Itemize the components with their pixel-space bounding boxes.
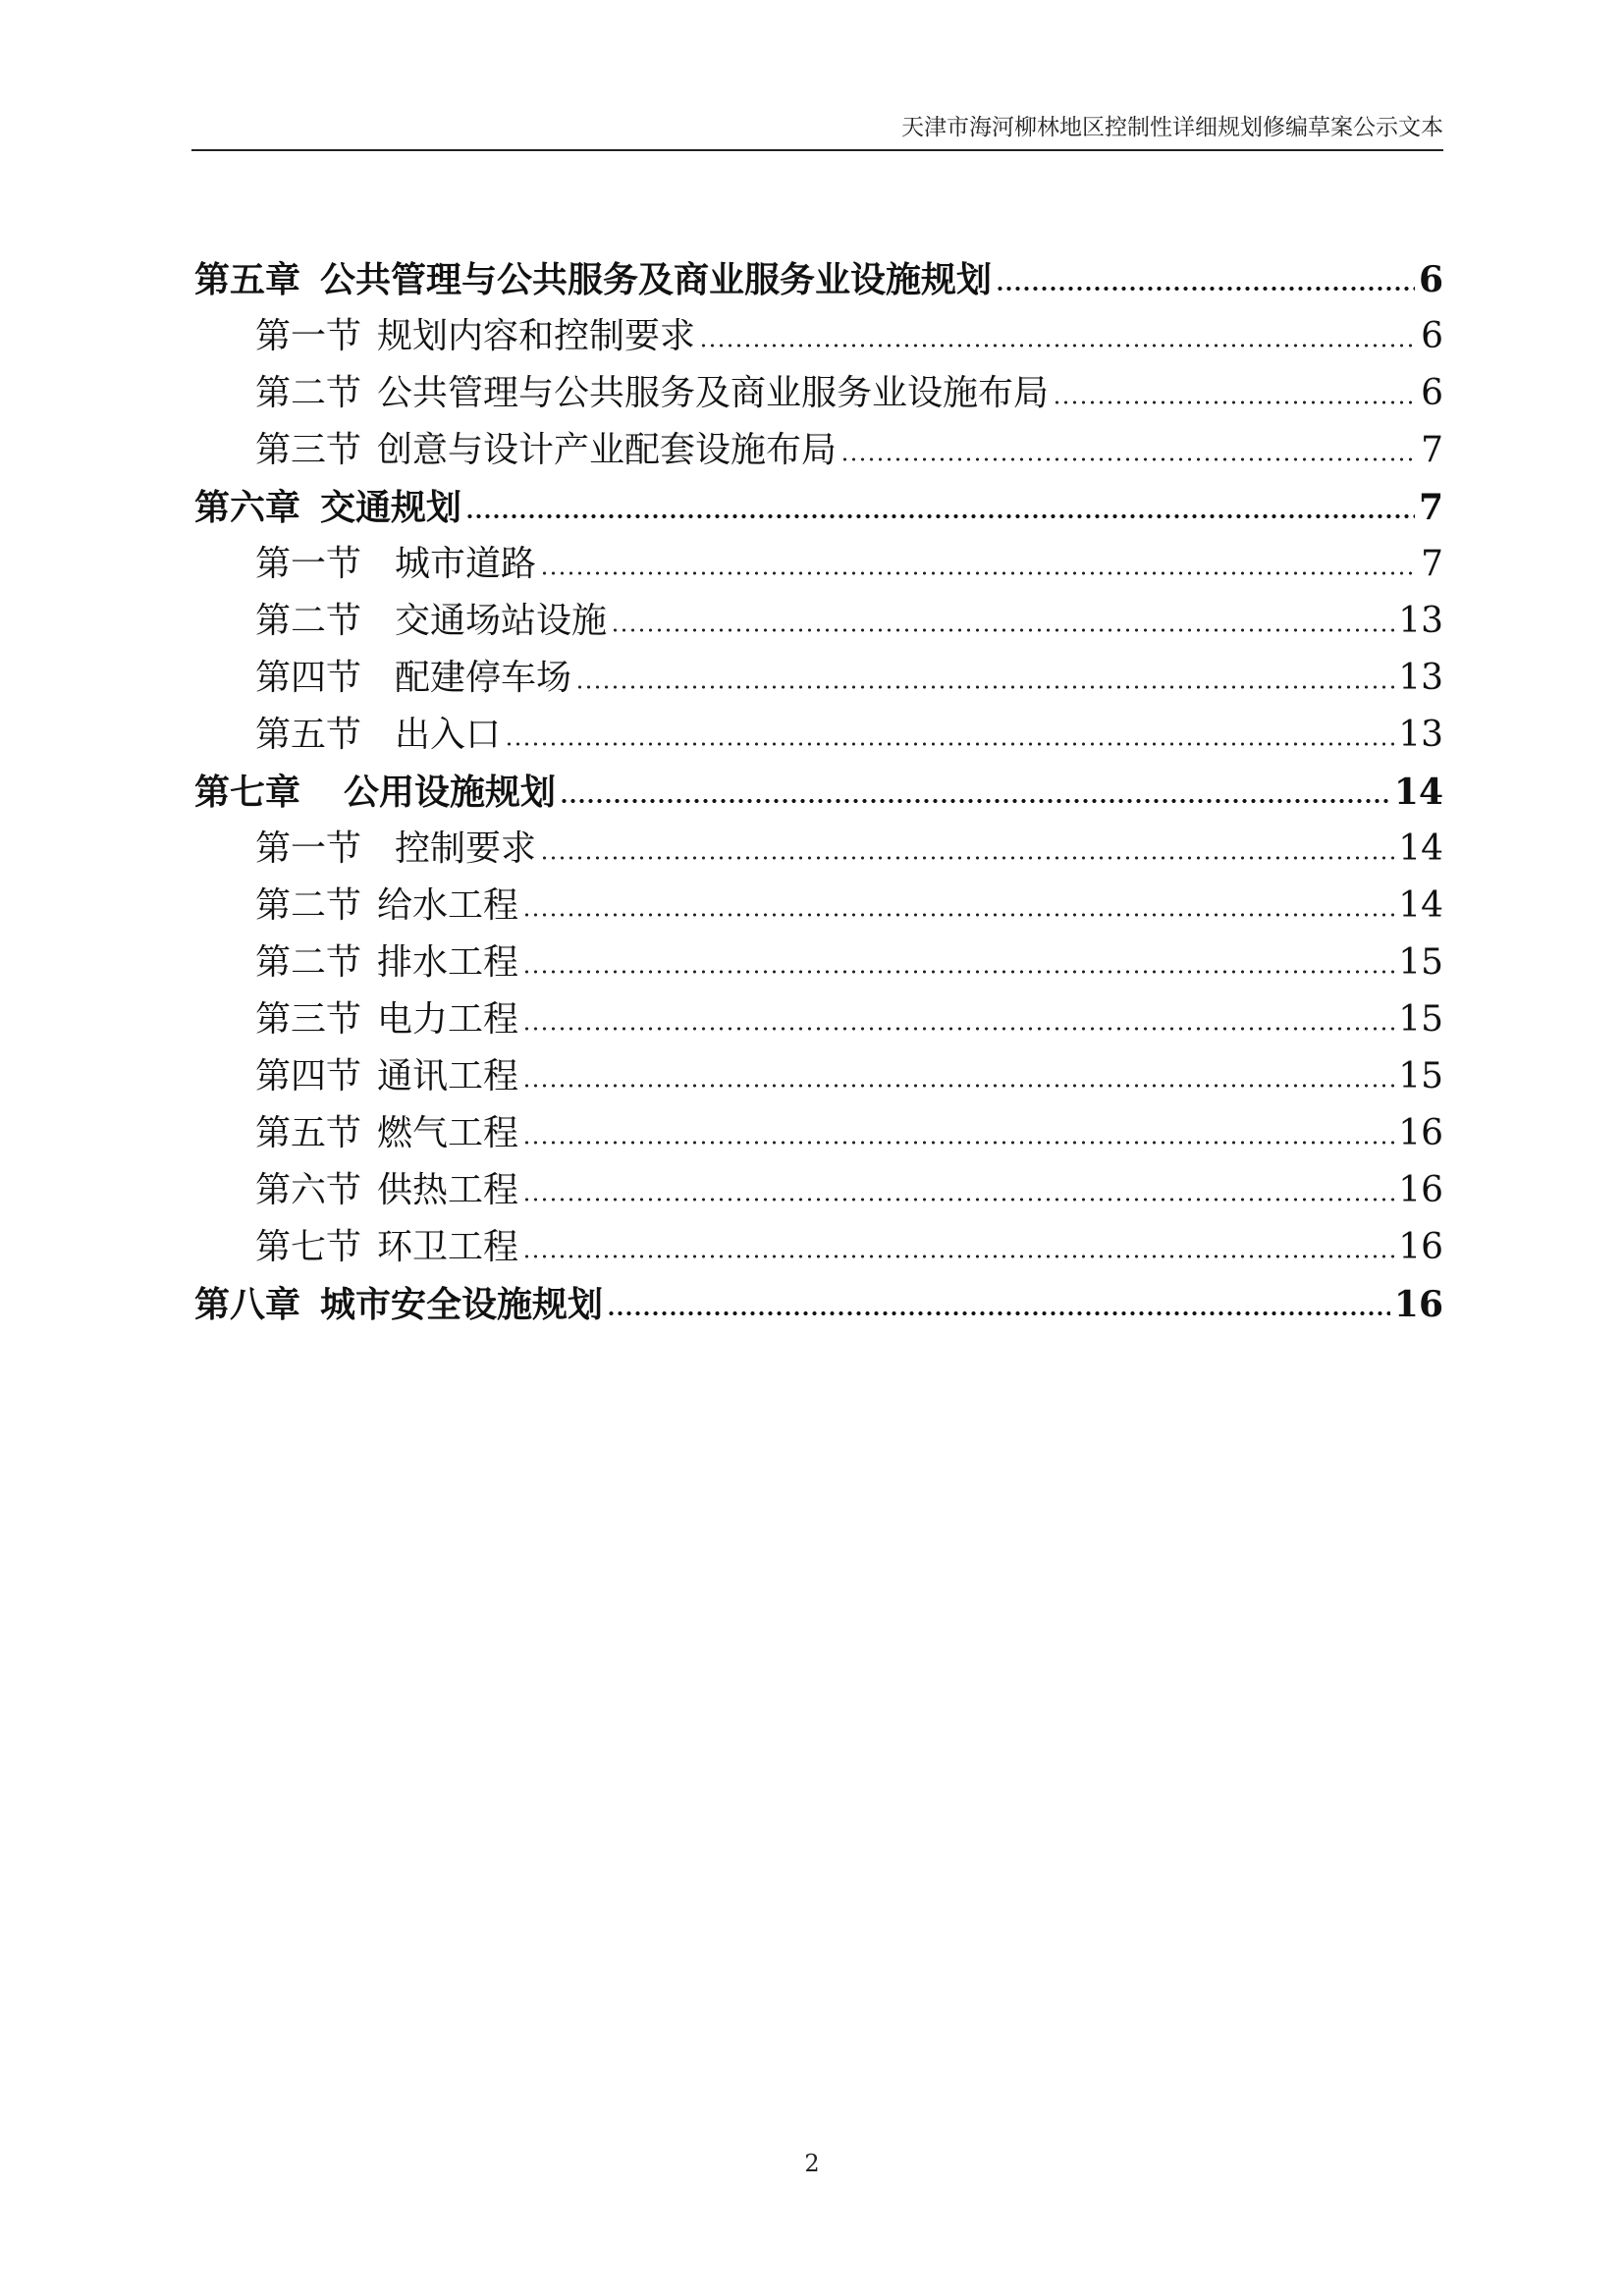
toc-entry-chapter-7[interactable]: [194, 763, 1443, 822]
toc-entry-page: 13: [1398, 658, 1443, 698]
dot-leader: [522, 911, 1394, 919]
toc-entry-page: 14: [1393, 772, 1443, 813]
toc-entry-section[interactable]: [194, 1104, 1443, 1163]
document-title: 天津市海河柳林地区控制性详细规划修编草案公示文本: [901, 115, 1443, 140]
dot-leader: [522, 1139, 1394, 1147]
toc-entry-title: 公共管理与公共服务及商业服务业设施规划: [320, 259, 993, 300]
toc-entry-number: 第四节: [255, 1056, 362, 1096]
toc-entry-number: 第三节: [255, 999, 362, 1040]
toc-entry-title: 城市道路: [395, 544, 537, 584]
toc-entry-chapter-5[interactable]: [194, 250, 1443, 309]
toc-entry-section[interactable]: [194, 1218, 1443, 1277]
dot-leader: [611, 626, 1394, 634]
toc-entry-number: 第七章: [194, 772, 301, 813]
toc-entry-page: 14: [1398, 885, 1443, 926]
toc-entry-page: 7: [1421, 544, 1443, 584]
toc-entry-number: 第二节: [255, 942, 362, 983]
toc-entry-number: 第五章: [194, 259, 301, 300]
toc-entry-page: 16: [1398, 1227, 1443, 1267]
toc-entry-page: 15: [1398, 942, 1443, 983]
toc-entry-page: 13: [1398, 715, 1443, 755]
dot-leader: [522, 1082, 1394, 1090]
toc-entry-title: 控制要求: [395, 828, 537, 869]
toc-entry-section[interactable]: [194, 307, 1443, 366]
toc-entry-number: 第一节: [255, 828, 362, 869]
toc-entry-page: 6: [1418, 259, 1443, 300]
toc-entry-section[interactable]: [194, 649, 1443, 708]
toc-entry-page: 7: [1418, 487, 1443, 528]
toc-entry-title: 排水工程: [377, 942, 519, 983]
toc-entry-title: 创意与设计产业配套设施布局: [377, 430, 838, 470]
toc-entry-title: 交通场站设施: [395, 601, 608, 641]
dot-leader: [540, 569, 1417, 577]
toc-entry-number: 第二节: [255, 885, 362, 926]
dot-leader: [840, 455, 1417, 463]
toc-entry-number: 第一节: [255, 544, 362, 584]
dot-leader: [522, 1196, 1394, 1203]
toc-entry-number: 第五节: [255, 1113, 362, 1153]
toc-entry-title: 供热工程: [377, 1170, 519, 1210]
toc-entry-section[interactable]: [194, 934, 1443, 992]
toc-entry-title: 通讯工程: [377, 1056, 519, 1096]
toc-entry-title: 出入口: [395, 715, 502, 755]
toc-entry-section[interactable]: [194, 877, 1443, 935]
toc-entry-number: 第一节: [255, 316, 362, 356]
toc-entry-title: 电力工程: [377, 999, 519, 1040]
toc-entry-page: 16: [1398, 1113, 1443, 1153]
toc-entry-page: 15: [1398, 999, 1443, 1040]
toc-entry-number: 第六节: [255, 1170, 362, 1210]
toc-entry-section[interactable]: [194, 990, 1443, 1049]
toc-entry-title: 配建停车场: [395, 658, 572, 698]
toc-entry-number: 第二节: [255, 601, 362, 641]
toc-entry-number: 第八章: [194, 1284, 301, 1325]
toc-entry-number: 第七节: [255, 1227, 362, 1267]
toc-entry-title: 燃气工程: [377, 1113, 519, 1153]
toc-entry-number: 第三节: [255, 430, 362, 470]
dot-leader: [522, 1025, 1394, 1033]
toc-entry-page: 7: [1421, 430, 1443, 470]
toc-entry-title: 公共管理与公共服务及商业服务业设施布局: [377, 373, 1050, 413]
toc-entry-number: 第五节: [255, 715, 362, 755]
toc-entry-page: 15: [1398, 1056, 1443, 1096]
toc-entry-page: 16: [1398, 1170, 1443, 1210]
toc-entry-title: 公用设施规划: [344, 772, 557, 813]
toc-entry-section[interactable]: [194, 364, 1443, 423]
page-number: 2: [804, 2150, 820, 2177]
toc-entry-page: 6: [1421, 373, 1443, 413]
dot-leader: [996, 285, 1415, 293]
dot-leader: [522, 968, 1394, 976]
toc-entry-page: 16: [1393, 1284, 1443, 1325]
dot-leader: [699, 342, 1417, 349]
toc-entry-section[interactable]: [194, 592, 1443, 651]
toc-entry-title: 交通规划: [320, 487, 462, 528]
toc-entry-page: 6: [1421, 316, 1443, 356]
toc-entry-title: 规划内容和控制要求: [377, 316, 696, 356]
toc-entry-page: 13: [1398, 601, 1443, 641]
toc-entry-section[interactable]: [194, 535, 1443, 594]
dot-leader: [607, 1309, 1390, 1317]
toc-entry-chapter-6[interactable]: [194, 478, 1443, 537]
toc-entry-page: 14: [1398, 828, 1443, 869]
toc-entry-section[interactable]: [194, 421, 1443, 480]
dot-leader: [560, 797, 1390, 805]
toc-entry-title: 环卫工程: [377, 1227, 519, 1267]
dot-leader: [1053, 399, 1417, 406]
toc-entry-number: 第四节: [255, 658, 362, 698]
toc-entry-section[interactable]: [194, 820, 1443, 879]
toc-entry-section[interactable]: [194, 1047, 1443, 1106]
dot-leader: [522, 1253, 1394, 1260]
toc-entry-title: 给水工程: [377, 885, 519, 926]
toc-entry-title: 城市安全设施规划: [320, 1284, 604, 1325]
toc-entry-section[interactable]: [194, 1161, 1443, 1220]
dot-leader: [575, 683, 1394, 691]
dot-leader: [505, 740, 1394, 748]
dot-leader: [540, 854, 1394, 862]
toc-entry-section[interactable]: [194, 706, 1443, 765]
page-header: [191, 110, 1443, 151]
dot-leader: [465, 512, 1415, 520]
toc-entry-chapter-8[interactable]: [194, 1275, 1443, 1334]
toc-entry-number: 第六章: [194, 487, 301, 528]
toc-entry-number: 第二节: [255, 373, 362, 413]
